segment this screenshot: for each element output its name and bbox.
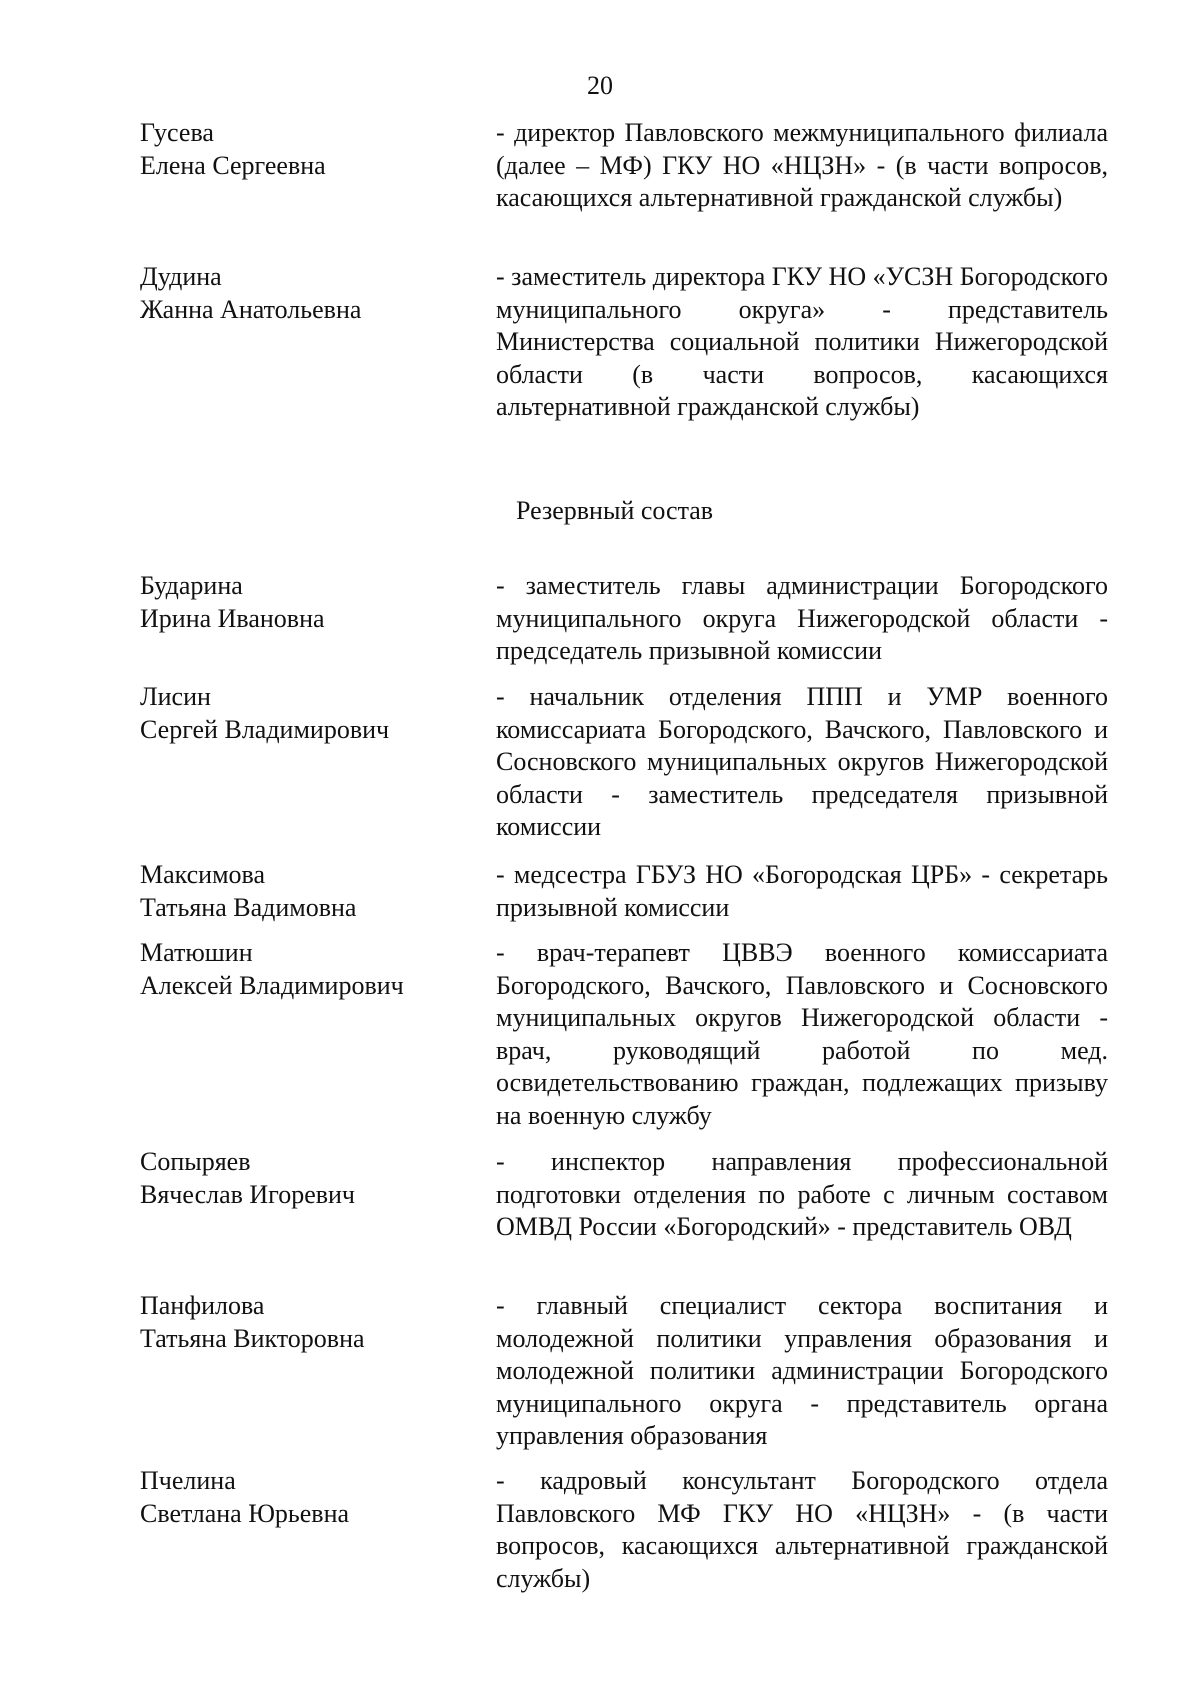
- member-entry: [140, 1146, 1108, 1244]
- member-role: - главный специалист сектора воспитания и молодежной политики управления образования и молодежной политики администрации Богородского муниципального округа - представитель органа управления образования: [496, 1291, 1108, 1450]
- member-given-names: Татьяна Вадимовна: [140, 892, 357, 922]
- member-name: [140, 261, 496, 424]
- member-given-names: Алексей Владимирович: [140, 970, 404, 1000]
- member-given-names: Вячеслав Игоревич: [140, 1179, 355, 1209]
- member-given-names: Жанна Анатольевна: [140, 294, 362, 324]
- member-name: [140, 859, 496, 924]
- member-entry: [140, 261, 1108, 424]
- member-entry: [140, 570, 1108, 668]
- member-given-names: Татьяна Викторовна: [140, 1323, 365, 1353]
- member-name: [140, 681, 496, 844]
- member-surname: Лисин: [140, 682, 211, 711]
- member-given-names: Ирина Ивановна: [140, 603, 325, 633]
- member-given-names: Елена Сергеевна: [140, 150, 326, 180]
- member-name: [140, 1290, 496, 1453]
- member-role: - заместитель главы администрации Богородского муниципального округа Нижегородской области - председатель призывной комиссии: [496, 571, 1108, 665]
- member-entry: [140, 117, 1108, 215]
- member-name: [140, 117, 496, 215]
- member-surname: Панфилова: [140, 1291, 265, 1320]
- member-entry: [140, 681, 1108, 844]
- member-name: [140, 937, 496, 1132]
- member-surname: Матюшин: [140, 938, 253, 967]
- page-number: 20: [587, 71, 613, 100]
- member-name: [140, 1465, 496, 1595]
- member-surname: Гусева: [140, 118, 214, 147]
- member-role: - директор Павловского межмуниципального филиала (далее – МФ) ГКУ НО «НЦЗН» - (в части вопросов, касающихся альтернативной гражданской службы): [496, 118, 1108, 212]
- reserve-section-title: Резервный состав: [516, 496, 714, 525]
- member-name: [140, 1146, 496, 1244]
- member-role: - кадровый консультант Богородского отдела Павловского МФ ГКУ НО «НЦЗН» - (в части вопросов, касающихся альтернативной гражданской службы): [496, 1466, 1108, 1593]
- member-surname: Максимова: [140, 860, 266, 889]
- member-entry: [140, 937, 1108, 1132]
- member-name: [140, 570, 496, 668]
- member-entry: [140, 1465, 1108, 1595]
- member-role: - врач-терапевт ЦВВЭ военного комиссариата Богородского, Вачского, Павловского и Сосновского муниципальных округов Нижегородской области - врач, руководящий работой по мед. освидетельствованию граждан, подлежащих призыву на военную службу: [496, 938, 1108, 1130]
- member-entry: [140, 1290, 1108, 1453]
- member-role: - начальник отделения ППП и УМР военного комиссариата Богородского, Вачского, Павловского и Сосновского муниципальных округов Нижегородской области - заместитель председателя призывной комиссии: [496, 682, 1108, 841]
- member-role: - заместитель директора ГКУ НО «УСЗН Богородского муниципального округа» - представитель Министерства социальной политики Нижегородской области (в части вопросов, касающихся альтернативной гражданской службы): [496, 262, 1108, 421]
- member-surname: Бударина: [140, 571, 243, 600]
- member-entry: [140, 859, 1108, 924]
- member-role: - медсестра ГБУЗ НО «Богородская ЦРБ» - секретарь призывной комиссии: [496, 860, 1108, 922]
- member-surname: Пчелина: [140, 1466, 236, 1495]
- member-given-names: Светлана Юрьевна: [140, 1498, 350, 1528]
- member-role: - инспектор направления профессиональной подготовки отделения по работе с личным составом ОМВД России «Богородский» - представитель ОВД: [496, 1147, 1108, 1241]
- member-surname: Дудина: [140, 262, 222, 291]
- member-surname: Сопыряев: [140, 1147, 251, 1176]
- member-given-names: Сергей Владимирович: [140, 714, 390, 744]
